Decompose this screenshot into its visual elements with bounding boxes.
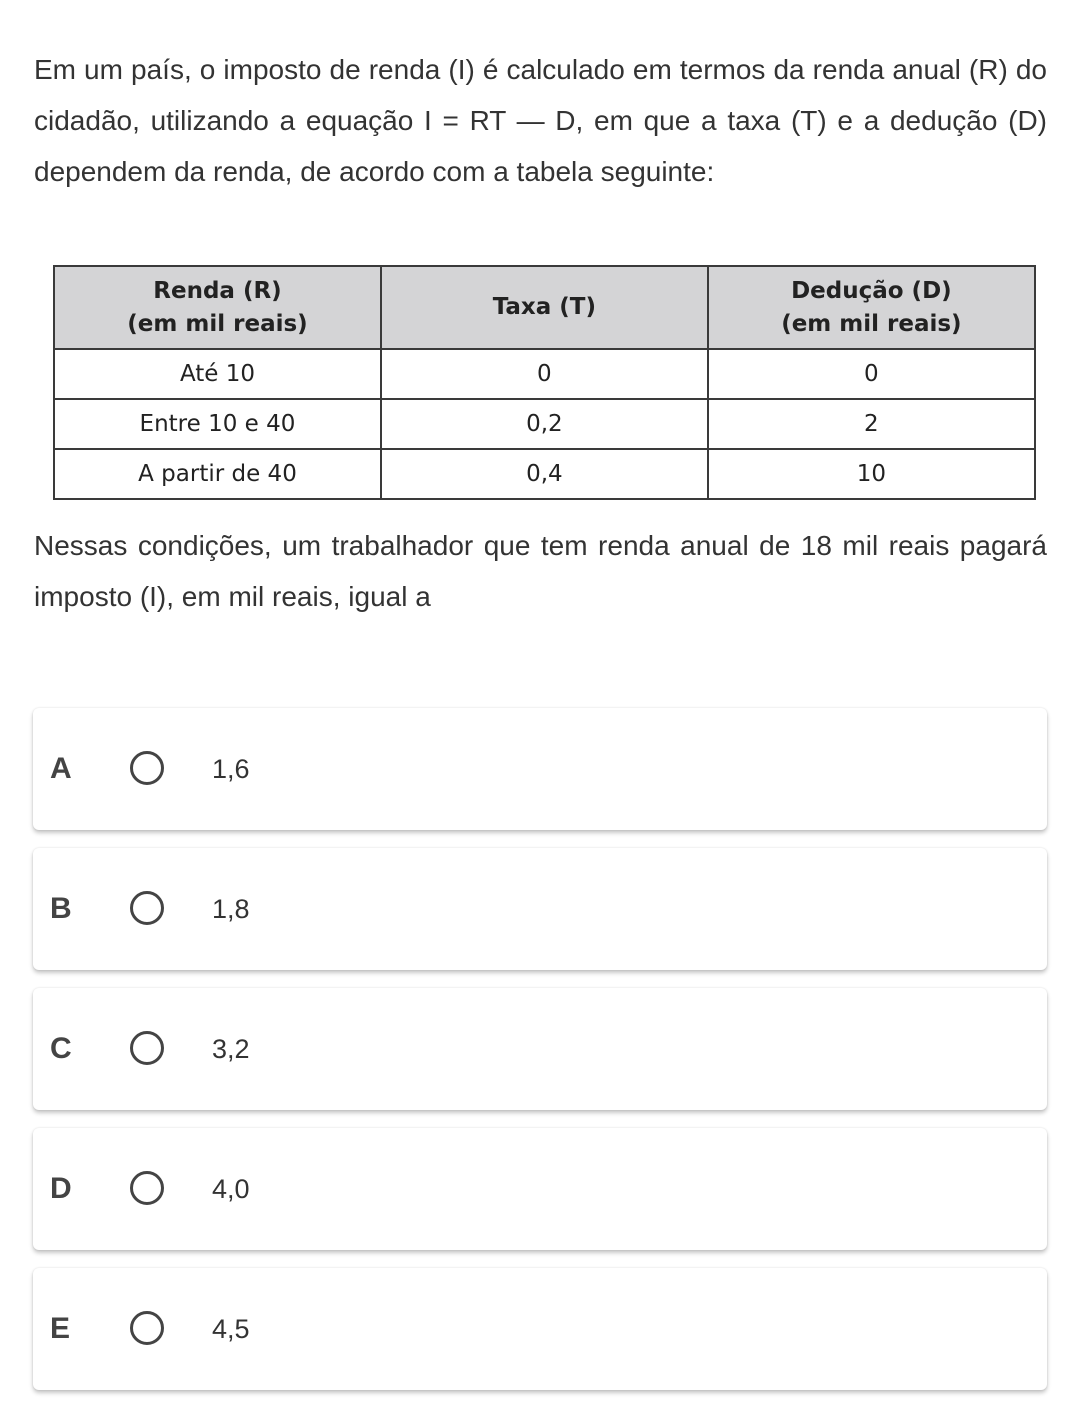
option-letter: C: [50, 1032, 72, 1065]
cell-deducao: 2: [708, 399, 1035, 449]
cell-taxa: 0,2: [381, 399, 708, 449]
table-row: [54, 399, 1035, 449]
table-row: [54, 449, 1035, 499]
cell-taxa: 0: [381, 349, 708, 399]
option-letter: D: [50, 1172, 72, 1205]
option-b[interactable]: [33, 848, 1047, 970]
header-renda: [54, 266, 381, 349]
header-taxa: Taxa (T): [381, 266, 708, 349]
option-value: 1,6: [212, 754, 250, 784]
header-deducao-line2: (em mil reais): [781, 310, 962, 337]
option-e[interactable]: [33, 1268, 1047, 1390]
option-c[interactable]: [33, 988, 1047, 1110]
radio-circle-icon[interactable]: [130, 751, 164, 785]
option-letter: B: [50, 892, 72, 925]
cell-renda: Até 10: [54, 349, 381, 399]
tax-table: [53, 265, 1036, 500]
header-deducao-line1: Dedução (D): [791, 277, 952, 304]
cell-deducao: 10: [708, 449, 1035, 499]
radio-circle-icon[interactable]: [130, 1311, 164, 1345]
radio-circle-icon[interactable]: [130, 891, 164, 925]
header-renda-line1: Renda (R): [153, 277, 282, 304]
cell-deducao: 0: [708, 349, 1035, 399]
cell-renda: Entre 10 e 40: [54, 399, 381, 449]
option-value: 4,5: [212, 1314, 250, 1344]
table-row: [54, 349, 1035, 399]
option-letter: E: [50, 1312, 71, 1345]
option-d[interactable]: [33, 1128, 1047, 1250]
option-value: 3,2: [212, 1034, 250, 1064]
cell-renda: A partir de 40: [54, 449, 381, 499]
answer-options: [33, 708, 1047, 1408]
option-value: 4,0: [212, 1174, 250, 1204]
table-header-row: [54, 266, 1035, 349]
header-renda-line2: (em mil reais): [127, 310, 308, 337]
question-prompt: Nessas condições, um trabalhador que tem renda anual de 18 mil reais pagará imposto (I), em mil reais, igual a: [34, 530, 1047, 612]
option-letter: A: [50, 752, 72, 785]
question-intro: Em um país, o imposto de renda (I) é calculado em termos da renda anual (R) do cidadão, utilizando a equação I = RT — D, em que a taxa (T) e a dedução (D) dependem da renda, de acordo com a tabela seguinte:: [34, 54, 1047, 187]
header-deducao: [708, 266, 1035, 349]
cell-taxa: 0,4: [381, 449, 708, 499]
option-value: 1,8: [212, 894, 250, 924]
radio-circle-icon[interactable]: [130, 1171, 164, 1205]
radio-circle-icon[interactable]: [130, 1031, 164, 1065]
option-a[interactable]: [33, 708, 1047, 830]
